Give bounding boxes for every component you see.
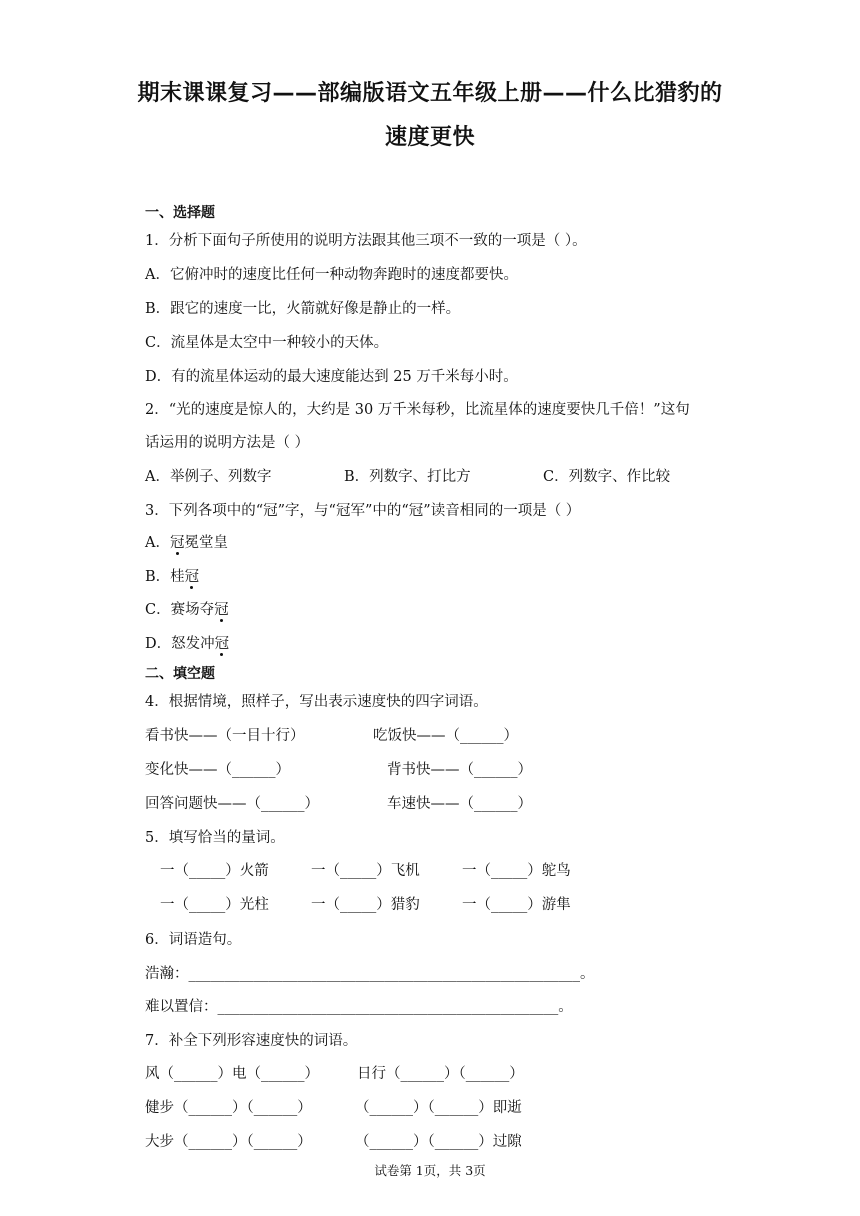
question-4-item: 背书快——（______） [387,762,532,778]
question-3-option-d [145,634,229,654]
question-4-stem: 4．根据情境，照样子，写出表示速度快的四字词语。 [145,694,488,710]
question-5-item: 一（_____）火箭 [160,863,269,879]
question-4-item: 变化快——（______） [145,762,290,778]
question-5-item: 一（_____）猎豹 [311,897,420,913]
page-footer: 试卷第 1页，共 3页 [374,1163,486,1178]
question-7-item: 大步（______）（______） [145,1134,312,1150]
question-5-item: 一（_____）鸵鸟 [462,863,571,879]
section-heading-fill: 二、填空题 [145,666,215,682]
question-6-line: 浩瀚：______________________________________________________。 [145,966,595,982]
emphasis-char: 冠 [169,535,185,551]
question-4-item: 看书快——（一目十行） [145,728,305,744]
question-5-item: 一（_____）光柱 [160,897,269,913]
question-1-option-c: C．流星体是太空中一种较小的天体。 [145,335,389,351]
question-7-stem: 7．补全下列形容速度快的词语。 [145,1033,358,1049]
question-3-option-b [145,567,199,587]
page-title-line2: 速度更快 [384,125,475,150]
question-6-line: 难以置信：_______________________________________________。 [145,999,573,1015]
question-5-stem: 5．填写恰当的量词。 [145,830,285,846]
question-4-item: 车速快——（______） [387,796,532,812]
option-rest: 冕堂皇 [184,535,228,551]
question-6-stem: 6．词语造句。 [145,932,242,948]
question-3-option-c [145,600,229,620]
question-4-item: 吃饭快——（______） [373,728,518,744]
question-7-item: 风（______）电（______） [145,1066,319,1082]
option-prefix: C．赛场夺 [145,602,215,618]
option-prefix: D．怒发冲 [145,636,215,652]
question-7-item: 健步（______）（______） [145,1100,312,1116]
question-7-item: 日行（______）（______） [357,1066,524,1082]
question-2-stem-line1: 2．“光的速度是惊人的，大约是 30 万千米每秒，比流星体的速度要快几千倍！”这句 [145,402,690,418]
question-3-stem: 3．下列各项中的“冠”字，与“冠军”中的“冠”读音相同的一项是（ ） [145,503,581,519]
question-1-option-a: A．它俯冲时的速度比任何一种动物奔跑时的速度都要快。 [145,267,518,283]
question-1-option-d: D．有的流星体运动的最大速度能达到 25 万千米每小时。 [145,369,518,385]
emphasis-char: 冠 [184,569,200,585]
question-1-stem: 1．分析下面句子所使用的说明方法跟其他三项不一致的一项是（ ）。 [145,233,587,249]
question-4-item: 回答问题快——（______） [145,796,319,812]
question-2-option-c: C．列数字、作比较 [543,469,671,485]
question-5-item: 一（_____）游隼 [462,897,571,913]
question-5-item: 一（_____）飞机 [311,863,420,879]
question-7-item: （______）（______）即逝 [355,1100,522,1116]
question-2-option-a: A．举例子、列数字 [145,469,272,485]
emphasis-char: 冠 [214,602,229,618]
question-2-option-b: B．列数字、打比方 [344,469,471,485]
page-title-line1: 期末课课复习——部编版语文五年级上册——什么比猎豹的 [137,81,723,106]
question-3-option-a [145,533,228,553]
emphasis-char: 冠 [214,636,230,652]
section-heading-choice: 一、选择题 [145,205,215,221]
option-prefix: A． [145,535,170,551]
option-prefix: B．桂 [145,569,185,585]
question-1-option-b: B．跟它的速度一比，火箭就好像是静止的一样。 [145,301,461,317]
question-7-item: （______）（______）过隙 [355,1134,522,1150]
question-2-stem-line2: 话运用的说明方法是（ ） [145,435,310,451]
